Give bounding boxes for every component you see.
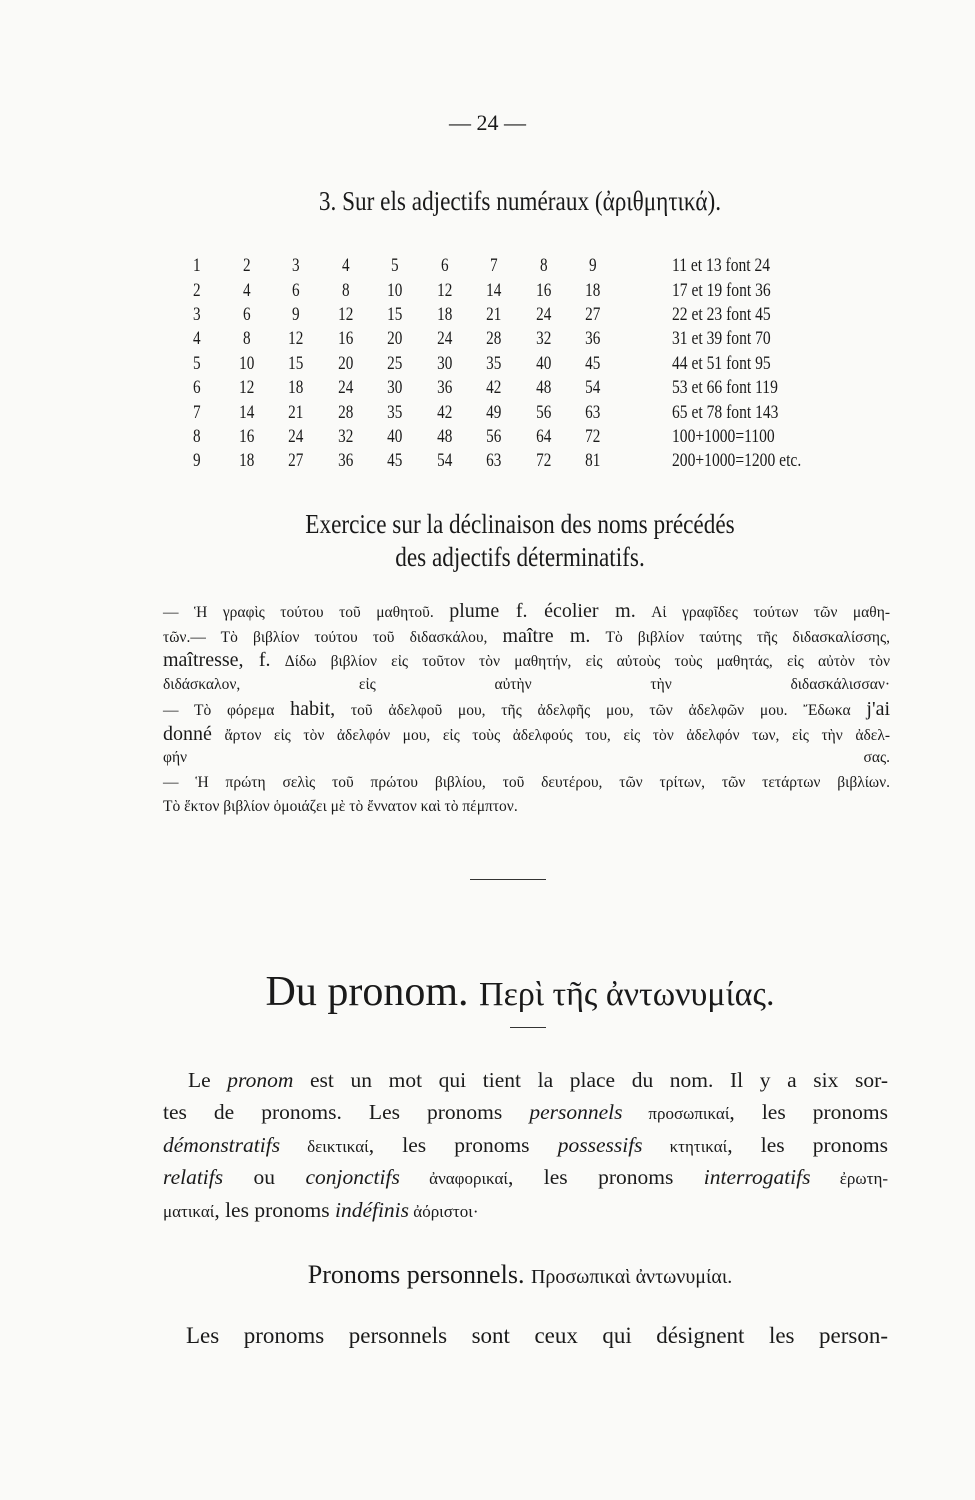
table-cell: 9 xyxy=(588,255,597,277)
text-segment: , les pronoms xyxy=(214,1197,335,1222)
chapter-title xyxy=(160,968,880,1016)
table-cell: 6 xyxy=(192,377,201,399)
table-cell: 6 xyxy=(242,303,251,325)
text-segment: , les pronoms xyxy=(729,1100,889,1125)
text-segment: Τὸ ἕκτον βιβλίον ὁμοιάζει μὲ τὸ ἔννατον καὶ τὸ πέμπτον. xyxy=(163,798,518,815)
table-cell: 12 xyxy=(337,303,353,325)
table-cell: 9 xyxy=(192,450,201,472)
table-cell: 10 xyxy=(387,279,403,301)
table-cell: 8 xyxy=(192,425,201,447)
table-cell: 24 xyxy=(288,425,304,447)
text-segment: tes de pronoms. Les pronoms xyxy=(163,1100,530,1125)
divider xyxy=(510,1027,546,1028)
text-segment: , les pronoms xyxy=(368,1132,558,1157)
italic-term: pronom xyxy=(227,1068,294,1092)
table-cell: 5 xyxy=(192,352,201,374)
exercise-heading-line: Exercice sur la déclinaison des noms précédés xyxy=(305,509,735,539)
table-cell: 63 xyxy=(585,401,601,423)
divider xyxy=(470,879,546,880)
table-cell: 15 xyxy=(288,352,304,374)
section-heading: 3. Sur els adjectifs numéraux (ἀριθμητικά). xyxy=(318,186,722,216)
text-segment: maître m. xyxy=(502,624,591,647)
text-segment: Le xyxy=(188,1068,228,1092)
table-cell: 18 xyxy=(288,377,304,399)
text-segment: plume f. écolier m. xyxy=(449,600,636,622)
table-cell: 40 xyxy=(535,352,551,374)
text-segment: maîtresse, f. xyxy=(163,649,271,671)
italic-term: interrogatifs xyxy=(703,1165,811,1190)
table-cell: 21 xyxy=(288,401,304,423)
text-line xyxy=(163,673,890,698)
pronoun-paragraph xyxy=(163,1064,888,1226)
sum-example: 17 et 19 font 36 xyxy=(672,279,771,301)
table-cell: 4 xyxy=(341,255,350,277)
table-cell: 36 xyxy=(436,377,452,399)
text-segment: Δίδω βιβλίον εἰς τοῦτον τὸν μαθητήν, εἰς αὐτοὺς τοὺς μαθητάς, εἰς αὐτὸν τὸν xyxy=(270,653,891,670)
text-segment: ἀόριστοι· xyxy=(409,1201,479,1221)
sum-example: 65 et 78 font 143 xyxy=(672,401,779,423)
sum-example: 100+1000=1100 xyxy=(672,425,775,447)
table-cell: 8 xyxy=(242,328,251,350)
table-cell: 20 xyxy=(387,328,403,350)
table-cell: 28 xyxy=(337,401,353,423)
table-row xyxy=(172,327,771,351)
table-cell: 7 xyxy=(192,401,201,423)
table-cell: 14 xyxy=(486,279,502,301)
text-segment: j'ai xyxy=(866,698,891,720)
text-segment: τῶν.— Τὸ βιβλίον τούτου τοῦ διδασκάλου, xyxy=(163,628,503,646)
table-cell: 9 xyxy=(291,303,300,325)
table-cell: 45 xyxy=(585,352,601,374)
table-cell: 16 xyxy=(337,328,353,350)
italic-term: démonstratifs xyxy=(163,1132,281,1157)
table-cell: 12 xyxy=(436,279,452,301)
table-cell: 45 xyxy=(387,450,403,472)
table-cell: 16 xyxy=(238,425,254,447)
table-cell: 18 xyxy=(585,279,601,301)
text-segment: δεικτικαί xyxy=(280,1136,369,1156)
multiplication-table xyxy=(172,254,802,474)
sum-example: 53 et 66 font 119 xyxy=(672,377,778,399)
table-cell: 64 xyxy=(535,425,551,447)
table-cell: 48 xyxy=(535,377,551,399)
text-segment: , les pronoms xyxy=(507,1165,704,1190)
text-line xyxy=(163,1064,888,1096)
table-cell: 8 xyxy=(341,279,350,301)
text-line xyxy=(163,1194,888,1226)
body-line: Les pronoms personnels sont ceux qui désignent les person- xyxy=(186,1323,888,1348)
exercise-heading xyxy=(210,508,829,574)
table-cell: 48 xyxy=(436,425,452,447)
table-cell: 4 xyxy=(192,328,201,350)
text-segment: habit, xyxy=(290,698,336,720)
sum-example: 44 et 51 font 95 xyxy=(672,352,771,374)
chapter-title-gr: Περὶ τῆς ἀντωνυμίας. xyxy=(479,976,775,1013)
text-segment: τοῦ ἀδελφοῦ μου, τῆς ἀδελφῆς μου, τῶν ἀδελφῶν μου. Ἔδωκα xyxy=(335,702,867,719)
subheading-fr: Pronoms personnels. xyxy=(307,1260,525,1289)
table-row xyxy=(172,400,779,424)
text-segment: ἐρωτη- xyxy=(810,1169,888,1189)
table-cell: 1 xyxy=(192,255,201,277)
sum-example: 200+1000=1200 etc. xyxy=(672,450,802,472)
text-segment: ματικαί xyxy=(163,1201,215,1221)
table-cell: 2 xyxy=(242,255,251,277)
table-cell: 40 xyxy=(387,425,403,447)
text-segment: διδάσκαλον, εἰς αὐτὴν τὴν διδασκάλισσαν· xyxy=(163,675,890,693)
subheading-gr: Προσωπικαὶ ἀντωνυμίαι. xyxy=(530,1266,733,1288)
italic-term: personnels xyxy=(529,1100,623,1125)
chapter-title-fr: Du pronom. xyxy=(265,969,469,1015)
table-cell: 72 xyxy=(535,450,551,472)
table-cell: 4 xyxy=(242,279,251,301)
sum-example: 11 et 13 font 24 xyxy=(672,255,771,277)
text-segment: φήν σας. xyxy=(163,749,890,766)
table-row xyxy=(172,254,771,278)
table-cell: 27 xyxy=(288,450,304,472)
text-segment: προσωπικαί xyxy=(622,1104,730,1124)
text-line xyxy=(163,1161,888,1193)
table-cell: 24 xyxy=(535,303,551,325)
text-line xyxy=(163,599,890,624)
table-cell: 42 xyxy=(486,377,502,399)
italic-term: indéfinis xyxy=(334,1197,410,1222)
table-cell: 30 xyxy=(387,377,403,399)
text-segment: ἀναφορικαί xyxy=(399,1169,508,1189)
table-row xyxy=(172,278,771,302)
table-cell: 28 xyxy=(486,328,502,350)
table-cell: 6 xyxy=(440,255,449,277)
sum-example: 22 et 23 font 45 xyxy=(672,303,771,325)
text-segment: Τὸ βιβλίον ταύτης τῆς διδασκαλίσσης, xyxy=(590,628,890,646)
text-segment: — Τὸ φόρεμα xyxy=(163,702,291,719)
table-cell: 35 xyxy=(387,401,403,423)
table-cell: 21 xyxy=(486,303,502,325)
text-line xyxy=(163,746,890,771)
table-cell: 7 xyxy=(489,255,498,277)
table-cell: 8 xyxy=(539,255,548,277)
text-segment: — Ἡ πρώτη σελὶς τοῦ πρώτου βιβλίου, τοῦ δευτέρου, τῶν τρίτων, τῶν τετάρτων βιβλίων. xyxy=(163,773,890,791)
italic-term: possessifs xyxy=(557,1132,643,1157)
text-segment: , les pronoms xyxy=(727,1132,889,1157)
table-cell: 16 xyxy=(535,279,551,301)
table-cell: 54 xyxy=(436,450,452,472)
text-segment: donné xyxy=(163,722,212,745)
table-row xyxy=(172,425,775,449)
table-row xyxy=(172,352,771,376)
table-cell: 3 xyxy=(192,303,201,325)
table-cell: 18 xyxy=(436,303,452,325)
table-cell: 2 xyxy=(192,279,201,301)
text-line xyxy=(163,795,890,820)
table-cell: 36 xyxy=(337,450,353,472)
table-cell: 15 xyxy=(387,303,403,325)
table-cell: 81 xyxy=(585,450,601,472)
subheading xyxy=(160,1260,880,1290)
table-cell: 24 xyxy=(337,377,353,399)
text-line xyxy=(163,771,890,796)
sum-example: 31 et 39 font 70 xyxy=(672,328,771,350)
table-cell: 25 xyxy=(387,352,403,374)
exercise-heading-line: des adjectifs déterminatifs. xyxy=(395,542,645,572)
text-line xyxy=(163,722,890,747)
table-cell: 18 xyxy=(238,450,254,472)
text-line xyxy=(163,1129,888,1161)
text-segment: — Ἡ γραφὶς τούτου τοῦ μαθητοῦ. xyxy=(163,604,450,621)
table-cell: 32 xyxy=(535,328,551,350)
table-cell: 12 xyxy=(238,377,254,399)
page-number: — 24 — xyxy=(449,110,526,135)
text-segment: ou xyxy=(223,1165,306,1190)
table-cell: 5 xyxy=(390,255,399,277)
table-cell: 49 xyxy=(486,401,502,423)
table-row xyxy=(172,303,771,327)
text-segment: κτητικαί xyxy=(642,1136,728,1156)
table-row xyxy=(172,449,802,473)
table-row xyxy=(172,376,778,400)
text-segment: est un mot qui tient la place du nom. Il y a six sor- xyxy=(293,1068,888,1092)
table-cell: 56 xyxy=(535,401,551,423)
table-cell: 72 xyxy=(585,425,601,447)
table-cell: 10 xyxy=(238,352,254,374)
italic-term: conjonctifs xyxy=(305,1165,400,1190)
table-cell: 30 xyxy=(436,352,452,374)
table-cell: 63 xyxy=(486,450,502,472)
table-cell: 32 xyxy=(337,425,353,447)
text-line xyxy=(163,648,890,673)
table-cell: 35 xyxy=(486,352,502,374)
table-cell: 54 xyxy=(585,377,601,399)
text-line xyxy=(163,624,890,649)
table-cell: 27 xyxy=(585,303,601,325)
table-cell: 20 xyxy=(337,352,353,374)
table-cell: 42 xyxy=(436,401,452,423)
table-cell: 3 xyxy=(291,255,300,277)
text-line xyxy=(163,1096,888,1128)
table-cell: 24 xyxy=(436,328,452,350)
table-cell: 36 xyxy=(585,328,601,350)
text-line xyxy=(163,697,890,722)
greek-exercise xyxy=(163,599,890,820)
table-cell: 56 xyxy=(486,425,502,447)
table-cell: 14 xyxy=(238,401,254,423)
text-segment: ἄρτον εἰς τὸν ἀδελφόν μου, εἰς τοὺς ἀδελφούς του, εἰς τὸν ἀδελφόν των, εἰς τὴν ἀδελ- xyxy=(211,726,890,744)
italic-term: relatifs xyxy=(163,1165,224,1190)
table-cell: 6 xyxy=(291,279,300,301)
table-cell: 12 xyxy=(288,328,304,350)
text-segment: Αἱ γραφῖδες τούτων τῶν μαθη- xyxy=(635,604,890,621)
